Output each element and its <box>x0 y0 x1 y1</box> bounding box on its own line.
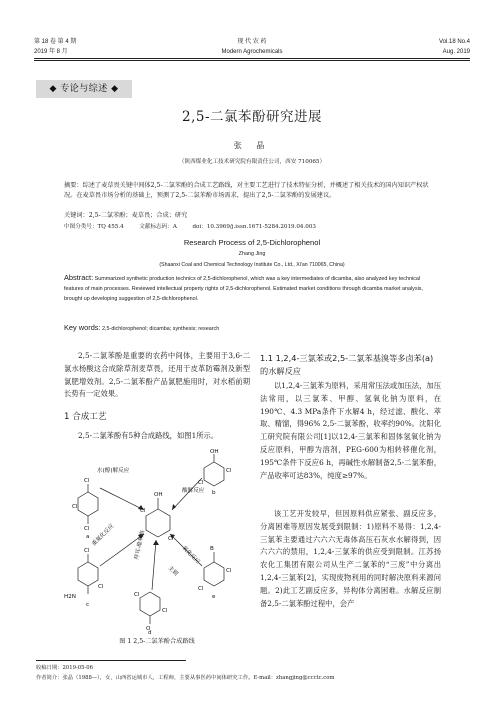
header-rule-2 <box>34 60 470 61</box>
label-main: 主锁 <box>166 565 179 578</box>
label-oxidation: 氧化反应 <box>180 545 201 566</box>
intro-paragraph: 2,5-二氯苯酚是重要的农药中间体，主要用于3,6-二氯水杨酸这合成除草剂麦草畏，还用于皮革防霉剂及新型氯肥增效剂。2,5-二氯苯酚产品氯肥施用时，对水稻前期长势有一定效果。 <box>64 351 250 399</box>
section-heading-1: 1 合成工艺 <box>64 412 107 422</box>
subsection-1-1-p1: 以1,2,4-三氯苯为原料，采用常压法或加压法，加压法常用，以三氯苯、甲醇、氢氧化钠为原料，在190℃、4.3 MPa条件下水解4 h，经过滤、酸化、萃取、精馏，得96% 2,5-二氯苯酚，收率约90%。沈阳化工研究院有限公司[1]以12,4-三氯苯和固体氢氧化钠为反应原料，甲醇为溶剂，PEG-600为相转移催化剂，195℃条件下反应6 h，再碱性水解制备2,5-二氯苯酚，产品收率可达83%，纯度≥97%。 <box>260 381 441 480</box>
header-rule <box>34 58 470 59</box>
atom-o-d: O <box>146 626 151 632</box>
journal-name: 现 代 农 药 <box>237 39 267 45</box>
label-diazo: 重氮化反应 <box>91 523 116 548</box>
keywords-text: 2,5-二氯苯酚；麦草畏；合成；研究 <box>88 212 188 219</box>
english-keywords-text: 2,5-dichlorophenol; dicamba; synthesis; research <box>102 326 220 332</box>
english-keywords-label: Key words: <box>64 323 101 332</box>
ring-a <box>78 492 98 516</box>
journal-date: 2019 年 8 月 <box>34 49 68 55</box>
ring-e <box>204 562 224 586</box>
atom-b-e: B <box>210 546 214 552</box>
abstract-text: 综述了麦草畏关键中间体2,5-二氯苯酚的合成工艺路线，对主要工艺进行了技术特征分析，并概述了相关技术的国内知识产权状况。在麦草畏市场分析的基础上，预测了2,5-二氯苯酚市场需求，提出了2,5-二氯苯酚的发展建议。 <box>64 182 429 199</box>
subsection-1-1-p2: 该工艺开发较早，但因原料供应紧张、副反应多，分离困难等原因发展受到限制：1)原料不易得：1,2,4-三氯苯主要通过六六六无毒体高压石灰水水解得到，因六六六的禁用，1,2,4-三氯苯的供应受到限制。江苏扬农化工集团有限公司从生产二氯苯的“三废”中分离出1,2,4-三氯苯[2]，实现废物利用的同时解决原料来源问题。2)此工艺副反应多，异构体分离困难。水解反应制备2,5-二氯苯酚过程中，会产 <box>260 509 441 608</box>
atom-oh-b: OH <box>210 449 219 455</box>
atom-cl-a3: Cl <box>72 504 78 510</box>
atom-h2n-c: H2N <box>64 594 76 600</box>
letter-c: c <box>86 602 90 608</box>
journal-date-en: Aug. 2019 <box>442 49 470 55</box>
doi-value: 10.3969/j.issn.1671-5284.2019.04.003 <box>206 224 316 230</box>
atom-cl-b2: Cl <box>198 480 204 486</box>
english-abstract-text: Summarized synthetic production technics of 2,5-dichlorophenol, which was a key intermediates of dicamba, also analyzed key technical features of main processes. Reviewed intellectual property rights of 2,5-dichlorophenol. Estimated market conditions through dicamba market analysis, brought up developing suggestion of 2,5-dichlorophenol. <box>64 276 423 302</box>
section-banner: ◆ 专论与综述 ◆ <box>36 80 132 98</box>
label-acid: 酸解反应 <box>182 488 205 494</box>
letter-e: e <box>212 594 216 600</box>
author-info: 作者简介：张晶（1988—），女，山西省运城市人，工程师，主要从事医药中间体研究工作。E-mail：zhangjing@ccctc.com <box>36 675 335 681</box>
ring-c <box>78 562 98 586</box>
section-1-text: 2,5-二氯苯酚有5种合成路线，如图1所示。 <box>78 431 219 440</box>
abstract-cn <box>64 181 440 201</box>
cls-value: TQ 455.4 <box>97 224 124 230</box>
atom-cl-center-1: Cl <box>140 508 146 514</box>
english-keywords <box>64 323 219 332</box>
english-abstract <box>64 273 440 304</box>
paper-title: 2,5-二氯苯酚研究进展 <box>181 109 323 125</box>
keywords-cn <box>64 211 440 221</box>
english-author: Zhang Jing <box>238 251 266 257</box>
atom-oh-center: OH <box>154 492 163 498</box>
english-affiliation: (Shaanxi Coal and Chemical Technology Institute Co., Ltd., Xi'an 710065, China) <box>159 262 345 268</box>
center-benzene-ring <box>146 509 170 537</box>
figure-caption: 图 1 2,5-二氯苯酚合成路线 <box>119 638 195 645</box>
letter-b: b <box>212 490 216 496</box>
synthesis-route-diagram <box>64 448 250 634</box>
doc-label: 文献标志码： <box>139 224 173 230</box>
cls-label: 中图分类号： <box>64 224 98 230</box>
author-name: 张 晶 <box>233 141 271 150</box>
atom-cl-a1: Cl <box>84 478 90 484</box>
atom-cl-b1: Cl <box>226 468 232 474</box>
affiliation: （陕西煤业化工技术研究院有限责任公司，西安 710065） <box>178 159 326 165</box>
abstract-label: 摘要： <box>64 182 83 189</box>
atom-cl-c2: Cl <box>98 584 104 590</box>
english-abstract-label: Abstract: <box>64 273 94 282</box>
keywords-label: 关键词： <box>64 212 89 219</box>
atom-cl-c1: Cl <box>84 548 90 554</box>
atom-cl-d1: Cl <box>134 592 140 598</box>
letter-a: a <box>86 534 90 540</box>
journal-volume: 第 18 卷 第 4 期 <box>34 39 77 45</box>
label-hydrolysis: 水(醇)解反应 <box>97 468 130 474</box>
subsection-1-1: 1.1 1,2,4-三氯苯或2,5-二氯苯基溴等多卤苯(a)的水解反应 <box>260 353 434 376</box>
english-title: Research Process of 2,5-Dichlorophenol <box>183 238 321 247</box>
atom-cl-a2: Cl <box>84 526 90 532</box>
atom-cl-e1: Cl <box>226 568 232 574</box>
label-baeyer: 拜耳-维利格 <box>134 529 147 561</box>
atom-cl-center-2: Cl <box>168 536 174 542</box>
atom-cl-d2: Cl <box>162 608 168 614</box>
ring-d <box>140 592 160 616</box>
footnote-rule <box>36 660 186 661</box>
received-date: 收稿日期：2019-05-06 <box>36 665 94 671</box>
journal-name-en: Modern Agrochemicals <box>221 49 283 55</box>
ring-b <box>204 462 224 486</box>
doc-value: A <box>172 224 177 230</box>
journal-volume-en: Vol.18 No.4 <box>438 39 470 45</box>
doi-label: doi： <box>192 224 207 230</box>
classification-line <box>64 222 440 232</box>
letter-d: d <box>148 630 152 634</box>
atom-cl-e2: Cl <box>198 586 204 592</box>
